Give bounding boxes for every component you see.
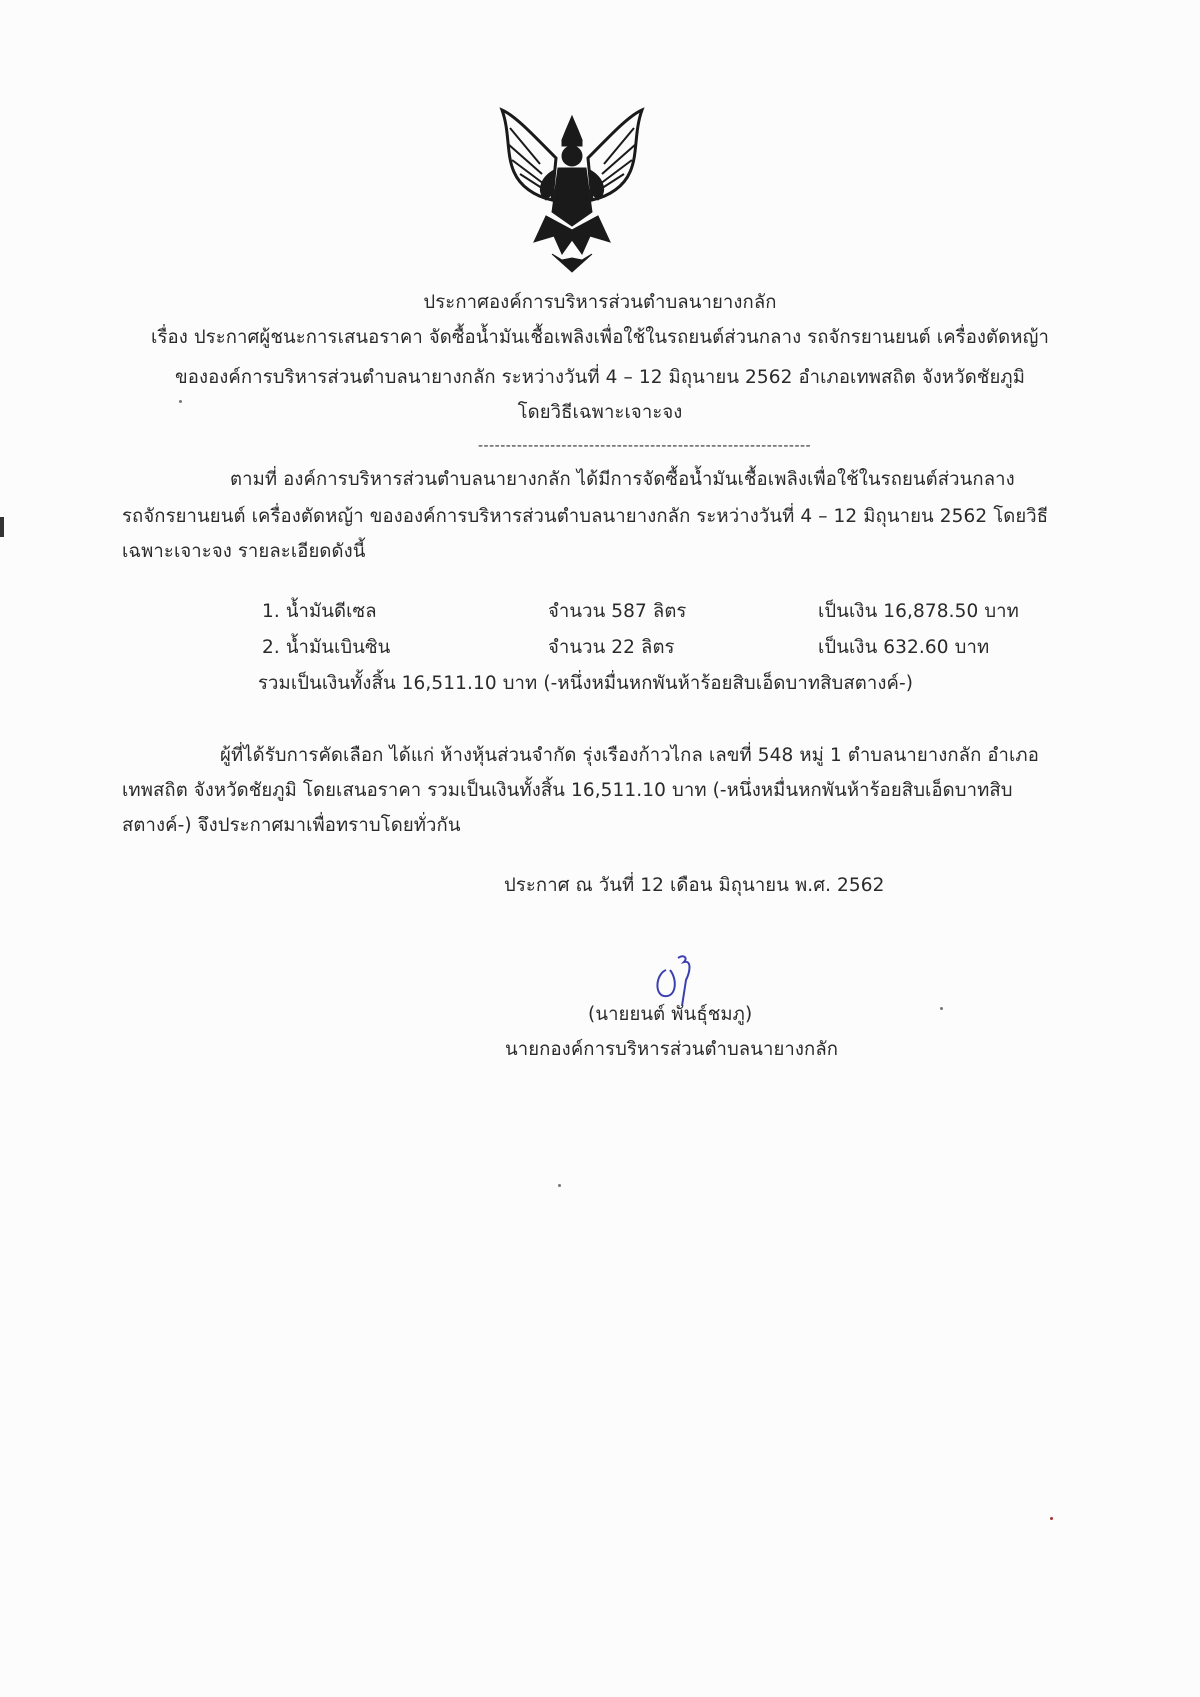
subject-line-1: เรื่อง ประกาศผู้ชนะการเสนอราคา จัดซื้อน้ำมันเชื้อเพลิงเพื่อใช้ในรถยนต์ส่วนกลาง รถจักรยานยนต์ เครื่องตัดหญ้า [151, 327, 1049, 348]
scan-speck [179, 400, 182, 403]
announcement-date: ประกาศ ณ วันที่ 12 เดือน มิถุนายน พ.ศ. 2562 [504, 875, 885, 896]
org-heading: ประกาศองค์การบริหารส่วนตำบลนายางกลัก [423, 292, 777, 313]
signer-name: (นายยนต์ พันธุ์ชมภู) [588, 1004, 753, 1025]
signature-mark [648, 950, 708, 1010]
scan-speck [558, 1184, 561, 1187]
scan-speck [1050, 1517, 1053, 1520]
paragraph2-line1: ผู้ที่ได้รับการคัดเลือก ได้แก่ ห้างหุ้นส่วนจำกัด รุ่งเรืองก้าวไกล เลขที่ 548 หมู่ 1 ตำบลนายางกลัก อำเภอ [220, 745, 1039, 766]
paragraph1-line3: เฉพาะเจาะจง รายละเอียดดังนี้ [122, 541, 366, 562]
item-quantity: จำนวน 22 ลิตร [548, 637, 675, 658]
paragraph2-line2: เทพสถิต จังหวัดชัยภูมิ โดยเสนอราคา รวมเป็นเงินทั้งสิ้น 16,511.10 บาท (-หนึ่งหมื่นหกพันห้าร้อยสิบเอ็ดบาทสิบ [122, 780, 1013, 801]
scan-edge-mark [0, 517, 4, 537]
scan-speck [940, 1007, 943, 1010]
total-line: รวมเป็นเงินทั้งสิ้น 16,511.10 บาท (-หนึ่งหมื่นหกพันห้าร้อยสิบเอ็ดบาทสิบสตางค์-) [258, 673, 914, 694]
item-name: 1. น้ำมันดีเซล [262, 601, 377, 622]
paragraph1-line2: รถจักรยานยนต์ เครื่องตัดหญ้า ขององค์การบริหารส่วนตำบลนายางกลัก ระหว่างวันที่ 4 – 12 มิถุนายน 2562 โดยวิธี [122, 506, 1049, 527]
item-quantity: จำนวน 587 ลิตร [548, 601, 687, 622]
subject-line-3: โดยวิธีเฉพาะเจาะจง [517, 402, 683, 423]
item-amount: เป็นเงิน 632.60 บาท [818, 637, 990, 658]
paragraph2-line3: สตางค์-) จึงประกาศมาเพื่อทราบโดยทั่วกัน [122, 815, 461, 836]
separator-line: ------------------------------------------------------------ [478, 438, 812, 454]
signer-title: นายกองค์การบริหารส่วนตำบลนายางกลัก [505, 1039, 839, 1060]
garuda-emblem-icon [496, 108, 648, 276]
subject-line-2: ขององค์การบริหารส่วนตำบลนายางกลัก ระหว่างวันที่ 4 – 12 มิถุนายน 2562 อำเภอเทพสถิต จังหวัดชัยภูมิ [175, 367, 1025, 388]
item-name: 2. น้ำมันเบินซิน [262, 637, 391, 658]
item-amount: เป็นเงิน 16,878.50 บาท [818, 601, 1019, 622]
paragraph1-line1: ตามที่ องค์การบริหารส่วนตำบลนายางกลัก ได้มีการจัดซื้อน้ำมันเชื้อเพลิงเพื่อใช้ในรถยนต์ส่วนกลาง [230, 469, 1015, 490]
